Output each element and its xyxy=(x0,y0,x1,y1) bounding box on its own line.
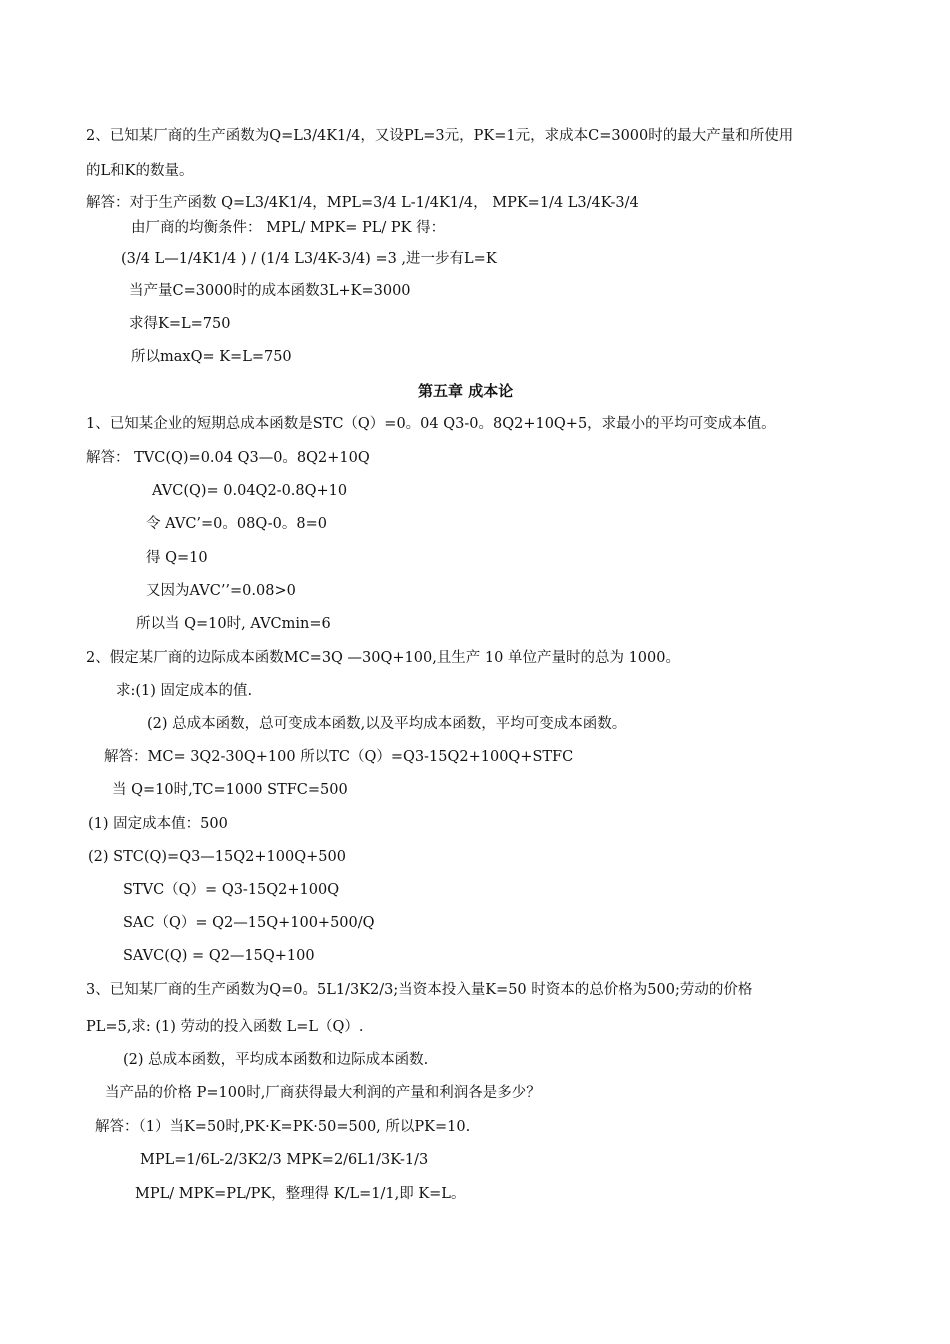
answer-line: MPL/ MPK=PL/PK，整理得 K/L=1/1,即 K=L。 xyxy=(135,1186,466,1202)
answer-line: SAC（Q）= Q2—15Q+100+500/Q xyxy=(123,915,375,931)
answer-line: 解答： TVC(Q)=0.04 Q3—0。8Q2+10Q xyxy=(86,450,370,466)
answer-line: AVC(Q)= 0.04Q2-0.8Q+10 xyxy=(152,483,348,499)
answer-line: 当 Q=10时,TC=1000 STFC=500 xyxy=(112,782,348,798)
answer-line: 解答：对于生产函数 Q=L3/4K1/4，MPL=3/4 L-1/4K1/4， MPK=1/4 L3/4K-3/4 xyxy=(86,195,639,211)
problem-2-statement-line-2: 的L和K的数量。 xyxy=(86,163,194,179)
answer-line: (2) STC(Q)=Q3—15Q2+100Q+500 xyxy=(88,849,346,865)
answer-line: 求得K=L=750 xyxy=(129,316,231,332)
answer-line: 所以maxQ= K=L=750 xyxy=(131,349,292,365)
problem-2-question-1: 求:(1) 固定成本的值. xyxy=(116,683,253,699)
answer-line: (3/4 L—1/4K1/4 ) / (1/4 L3/4K-3/4) =3 ,进一步有L=K xyxy=(121,251,497,267)
answer-line: 解答：MC= 3Q2-30Q+100 所以TC（Q）=Q3-15Q2+100Q+STFC xyxy=(104,749,574,765)
problem-3-statement-line-1: 3、已知某厂商的生产函数为Q=0。5L1/3K2/3;当资本投入量K=50 时资本的总价格为500;劳动的价格 xyxy=(86,982,753,998)
answer-line: 解答：（1）当K=50时,PK·K=PK·50=500, 所以PK=10. xyxy=(95,1119,471,1135)
answer-line: 得 Q=10 xyxy=(146,550,208,566)
problem-3-statement-line-2: PL=5,求: (1) 劳动的投入函数 L=L（Q）. xyxy=(86,1019,364,1035)
problem-1-statement: 1、已知某企业的短期总成本函数是STC（Q）=0。04 Q3-0。8Q2+10Q+5，求最小的平均可变成本值。 xyxy=(86,416,776,432)
answer-line: 由厂商的均衡条件： MPL/ MPK= PL/ PK 得： xyxy=(131,220,446,236)
answer-line: STVC（Q）= Q3-15Q2+100Q xyxy=(123,882,340,898)
problem-2-question-2: (2) 总成本函数，总可变成本函数,以及平均成本函数，平均可变成本函数。 xyxy=(147,716,627,732)
answer-line: MPL=1/6L-2/3K2/3 MPK=2/6L1/3K-1/3 xyxy=(140,1152,429,1168)
problem-3-question-3: 当产品的价格 P=100时,厂商获得最大利润的产量和利润各是多少？ xyxy=(105,1085,541,1101)
answer-line: 又因为AVC’’=0.08>0 xyxy=(146,583,296,599)
answer-line: 令 AVC’=0。08Q-0。8=0 xyxy=(146,516,328,532)
answer-line: (1) 固定成本值：500 xyxy=(88,816,228,832)
answer-line: 当产量C=3000时的成本函数3L+K=3000 xyxy=(129,283,411,299)
problem-3-question-2: (2) 总成本函数，平均成本函数和边际成本函数. xyxy=(123,1052,429,1068)
answer-line: SAVC(Q) = Q2—15Q+100 xyxy=(123,948,315,964)
problem-2-statement: 2、假定某厂商的边际成本函数MC=3Q —30Q+100,且生产 10 单位产量时的总为 1000。 xyxy=(86,650,680,666)
chapter-title: 第五章 成本论 xyxy=(418,382,514,400)
problem-2-statement-line-1: 2、已知某厂商的生产函数为Q=L3/4K1/4，又设PL=3元，PK=1元，求成本C=3000时的最大产量和所使用 xyxy=(86,128,794,144)
answer-line: 所以当 Q=10时, AVCmin=6 xyxy=(136,616,331,632)
